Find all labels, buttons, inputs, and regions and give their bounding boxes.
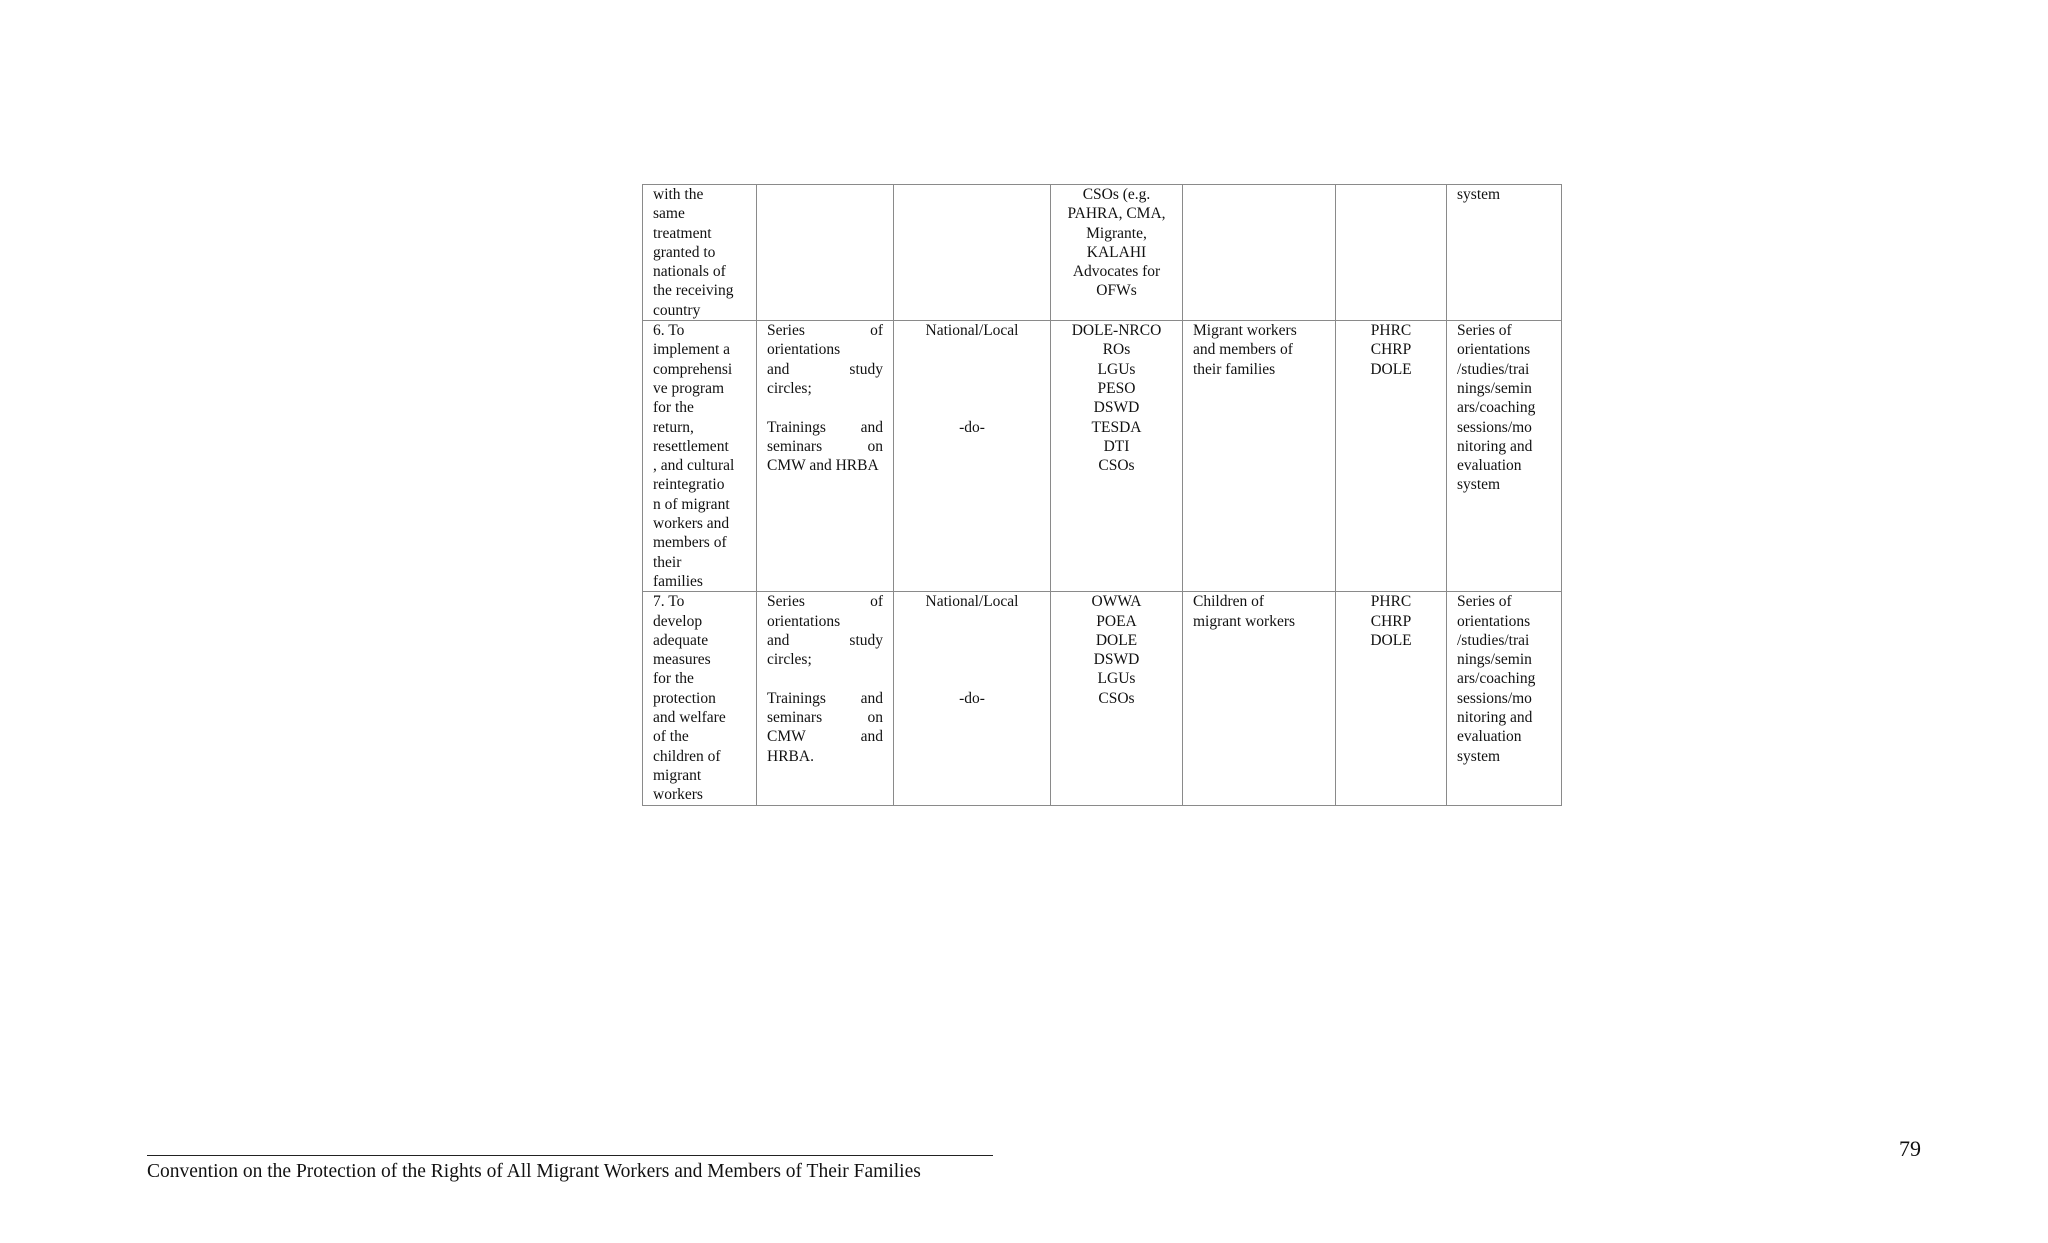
activities-line: and study: [767, 631, 883, 649]
indicators-cell: system: [1447, 185, 1562, 321]
beneficiaries-cell: Migrant workers and members of their families: [1183, 321, 1336, 592]
activities-cell: [757, 592, 894, 805]
beneficiaries-cell: [1183, 185, 1336, 321]
activities-lines: [767, 321, 883, 475]
level-cell: National/Local -do-: [894, 321, 1051, 592]
objective-cell: with the same treatment granted to nationals of the receiving country: [643, 185, 757, 321]
agencies-cell: CSOs (e.g. PAHRA, CMA, Migrante, KALAHI Advocates for OFWs: [1051, 185, 1183, 321]
activities-lines: [767, 592, 883, 766]
footer-divider: [147, 1155, 993, 1156]
activities-line: CMW and HRBA: [767, 457, 879, 475]
activities-line: Trainings and: [767, 689, 883, 707]
objective-cell: 6. To implement a comprehensi ve program for the return, resettlement , and cultural reintegratio n of migrant workers and members of their families: [643, 321, 757, 592]
partners-cell: [1336, 185, 1447, 321]
table-row: [643, 592, 1562, 805]
level-cell: [894, 185, 1051, 321]
activities-line: and study: [767, 360, 883, 378]
activities-line: HRBA.: [767, 747, 814, 765]
agencies-cell: DOLE-NRCO ROs LGUs PESO DSWD TESDA DTI CSOs: [1051, 321, 1183, 592]
activities-line: seminars on: [767, 709, 883, 727]
activities-line: CMW and: [767, 728, 883, 746]
activities-cell: [757, 185, 894, 321]
table-row: [643, 185, 1562, 321]
activities-line: [767, 398, 883, 417]
indicators-cell: Series of orientations /studies/trai nings/semin ars/coaching sessions/mo nitoring and evaluation system: [1447, 321, 1562, 592]
footer-title: Convention on the Protection of the Rights of All Migrant Workers and Members of Their Families: [147, 1161, 921, 1182]
activities-line: seminars on: [767, 437, 883, 455]
activities-line: [767, 669, 883, 688]
activities-line: orientations: [767, 341, 841, 359]
partners-cell: PHRC CHRP DOLE: [1336, 321, 1447, 592]
indicators-cell: Series of orientations /studies/trai nings/semin ars/coaching sessions/mo nitoring and evaluation system: [1447, 592, 1562, 805]
activities-line: circles;: [767, 651, 812, 669]
activities-line: circles;: [767, 379, 812, 397]
activities-cell: [757, 321, 894, 592]
table-row: [643, 321, 1562, 592]
plan-table: [642, 184, 1562, 806]
activities-line: orientations: [767, 612, 841, 630]
partners-cell: PHRC CHRP DOLE: [1336, 592, 1447, 805]
agencies-cell: OWWA POEA DOLE DSWD LGUs CSOs: [1051, 592, 1183, 805]
activities-line: Series of: [767, 593, 883, 611]
activities-line: Series of: [767, 322, 883, 340]
page-number: 79: [1899, 1136, 1921, 1161]
objective-cell: 7. To develop adequate measures for the protection and welfare of the children of migrant workers: [643, 592, 757, 805]
beneficiaries-cell: Children of migrant workers: [1183, 592, 1336, 805]
activities-line: Trainings and: [767, 418, 883, 436]
level-cell: National/Local -do-: [894, 592, 1051, 805]
